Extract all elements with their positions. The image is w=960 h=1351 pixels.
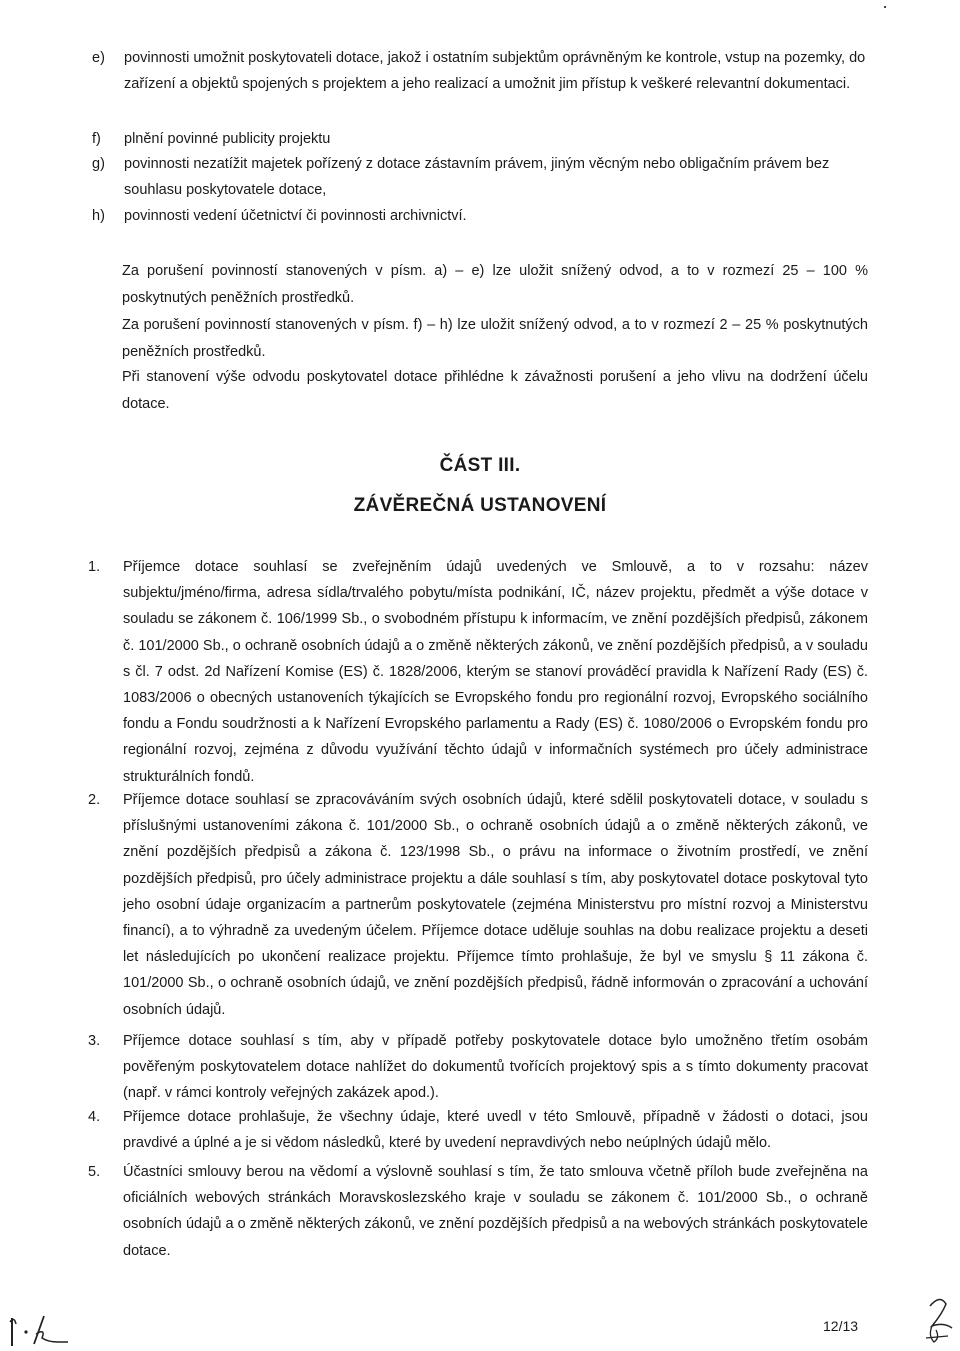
list-item-f: [92, 127, 868, 153]
item-number: 2.: [88, 792, 101, 808]
numbered-item-4: [88, 1104, 868, 1156]
item-text: Příjemce dotace souhlasí se zveřejněním údajů uvedených ve Smlouvě, a to v rozsahu: název subjektu/jméno/firma, adresa sídla/trvalého pobytu/místa podnikání, IČ, název projektu, předmět a výše dotace v souladu se zákonem č. 106/1999 Sb., o svobodném přístupu k informacím, ve znění pozdějších předpisů, zákonem č. 101/2000 Sb., o ochraně osobních údajů a o změně některých zákonů, ve znění pozdějších předpisů, a v souladu s čl. 7 odst. 2d Nařízení Komise (ES) č. 1828/2006, kterým se stanoví prováděcí pravidla k Nařízení Rady (ES) č. 1083/2006 o obecných ustanoveních týkajících se Evropského fondu pro regionální rozvoj, Evropského sociálního fondu a Fondu soudržnosti a k Nařízení Evropského parlamentu a Rady (ES) č. 1080/2006 o Evropském fondu pro regionální rozvoj, zejména z důvodu využívání těchto údajů v informačních systémech pro účely administrace strukturálních fondů.: [123, 559, 868, 785]
initials-signature-left: [6, 1312, 76, 1348]
numbered-item-1: [88, 554, 868, 790]
list-text: povinnosti umožnit poskytovateli dotace, jakož i ostatním subjektům oprávněným ke kontrole, vstup na pozemky, do zařízení a objektů spojených s projektem a jeho realizací a umožnit jim přístup k veškeré relevantní dokumentaci.: [124, 50, 866, 92]
page-number: 12/13: [823, 1318, 859, 1334]
numbered-item-3: [88, 1028, 868, 1107]
list-text: plnění povinné publicity projektu: [124, 131, 331, 147]
item-number: 3.: [88, 1033, 101, 1049]
scan-dot: [884, 6, 886, 8]
item-text: Příjemce dotace prohlašuje, že všechny údaje, které uvedl v této Smlouvě, případně v žádosti o dotaci, jsou pravdivé a úplné a je si vědom následků, které by uvedení nepravdivých nebo neúplných údajů mělo.: [123, 1109, 868, 1152]
list-marker: f): [92, 131, 101, 147]
item-number: 5.: [88, 1164, 101, 1180]
list-item-e: [92, 46, 868, 97]
list-marker: e): [92, 50, 105, 66]
list-text: povinnosti nezatížit majetek pořízený z dotace zástavním právem, jiným věcným nebo obligačním právem bez souhlasu poskytovatele dotace,: [124, 156, 830, 198]
item-number: 1.: [88, 559, 101, 575]
list-text: povinnosti vedení účetnictví či povinnosti archivnictví.: [124, 208, 467, 224]
numbered-item-5: [88, 1159, 868, 1264]
item-text: Účastníci smlouvy berou na vědomí a výslovně souhlasí s tím, že tato smlouva včetně příloh bude zveřejněna na oficiálních webových stránkách Moravskoslezského kraje v souladu se zákonem č. 101/2000 Sb., o ochraně osobních údajů a o změně některých zákonů, ve znění pozdějších předpisů a na webových stránkách poskytovatele dotace.: [123, 1164, 868, 1259]
item-text: Příjemce dotace souhlasí se zpracováváním svých osobních údajů, které sdělil poskytovateli dotace, v souladu s příslušnými ustanoveními zákona č. 101/2000 Sb., o ochraně osobních údajů a o změně některých zákonů, ve znění pozdějších předpisů a zákona č. 123/1998 Sb., o právu na informace o životním prostředí, ve znění pozdějších předpisů, pro účely administrace projektu a dále souhlasí s tím, aby poskytovatel dotace poskytoval tyto jeho osobní údaje organizacím a partnerům poskytovatele (zejména Ministerstvu pro místní rozvoj a Ministerstvu financí), a to výhradně za uvedeným účelem. Příjemce dotace uděluje souhlas na dobu realizace projektu a deseti let následujících po ukončení realizace projektu. Příjemce tímto prohlašuje, že byl ve smyslu § 11 zákona č. 101/2000 Sb., o ochraně osobních údajů, ve znění pozdějších předpisů, řádně informován o zpracování a uchování osobních údajů.: [123, 792, 868, 1018]
list-item-g: [92, 152, 868, 203]
list-marker: g): [92, 156, 105, 172]
item-text: Příjemce dotace souhlasí s tím, aby v případě potřeby poskytovatele dotace bylo umožněno třetím osobám pověřeným poskytovatelem dotace nahlížet do dokumentů tvořících projektový spis a s tímto dokumenty pracovat (např. v rámci kontroly veřejných zakázek apod.).: [123, 1033, 868, 1102]
list-item-h: [92, 204, 868, 230]
initials-signature-right: [918, 1292, 958, 1348]
section-title-heading: ZÁVĚREČNÁ USTANOVENÍ: [353, 495, 607, 516]
section-part-heading: ČÁST III.: [439, 455, 521, 476]
item-number: 4.: [88, 1109, 101, 1125]
numbered-item-2: [88, 787, 868, 1023]
list-marker: h): [92, 208, 105, 224]
penalty-paragraph-1: Za porušení povinností stanovených v písm. a) – e) lze uložit snížený odvod, a to v rozmezí 25 – 100 % poskytnutých peněžních prostředků.: [122, 263, 868, 306]
penalty-paragraph-2: Za porušení povinností stanovených v písm. f) – h) lze uložit snížený odvod, a to v rozmezí 2 – 25 % poskytnutých peněžních prostředků.: [122, 317, 868, 360]
penalty-paragraph-3: Při stanovení výše odvodu poskytovatel dotace přihlédne k závažnosti porušení a jeho vlivu na dodržení účelu dotace.: [122, 369, 868, 412]
